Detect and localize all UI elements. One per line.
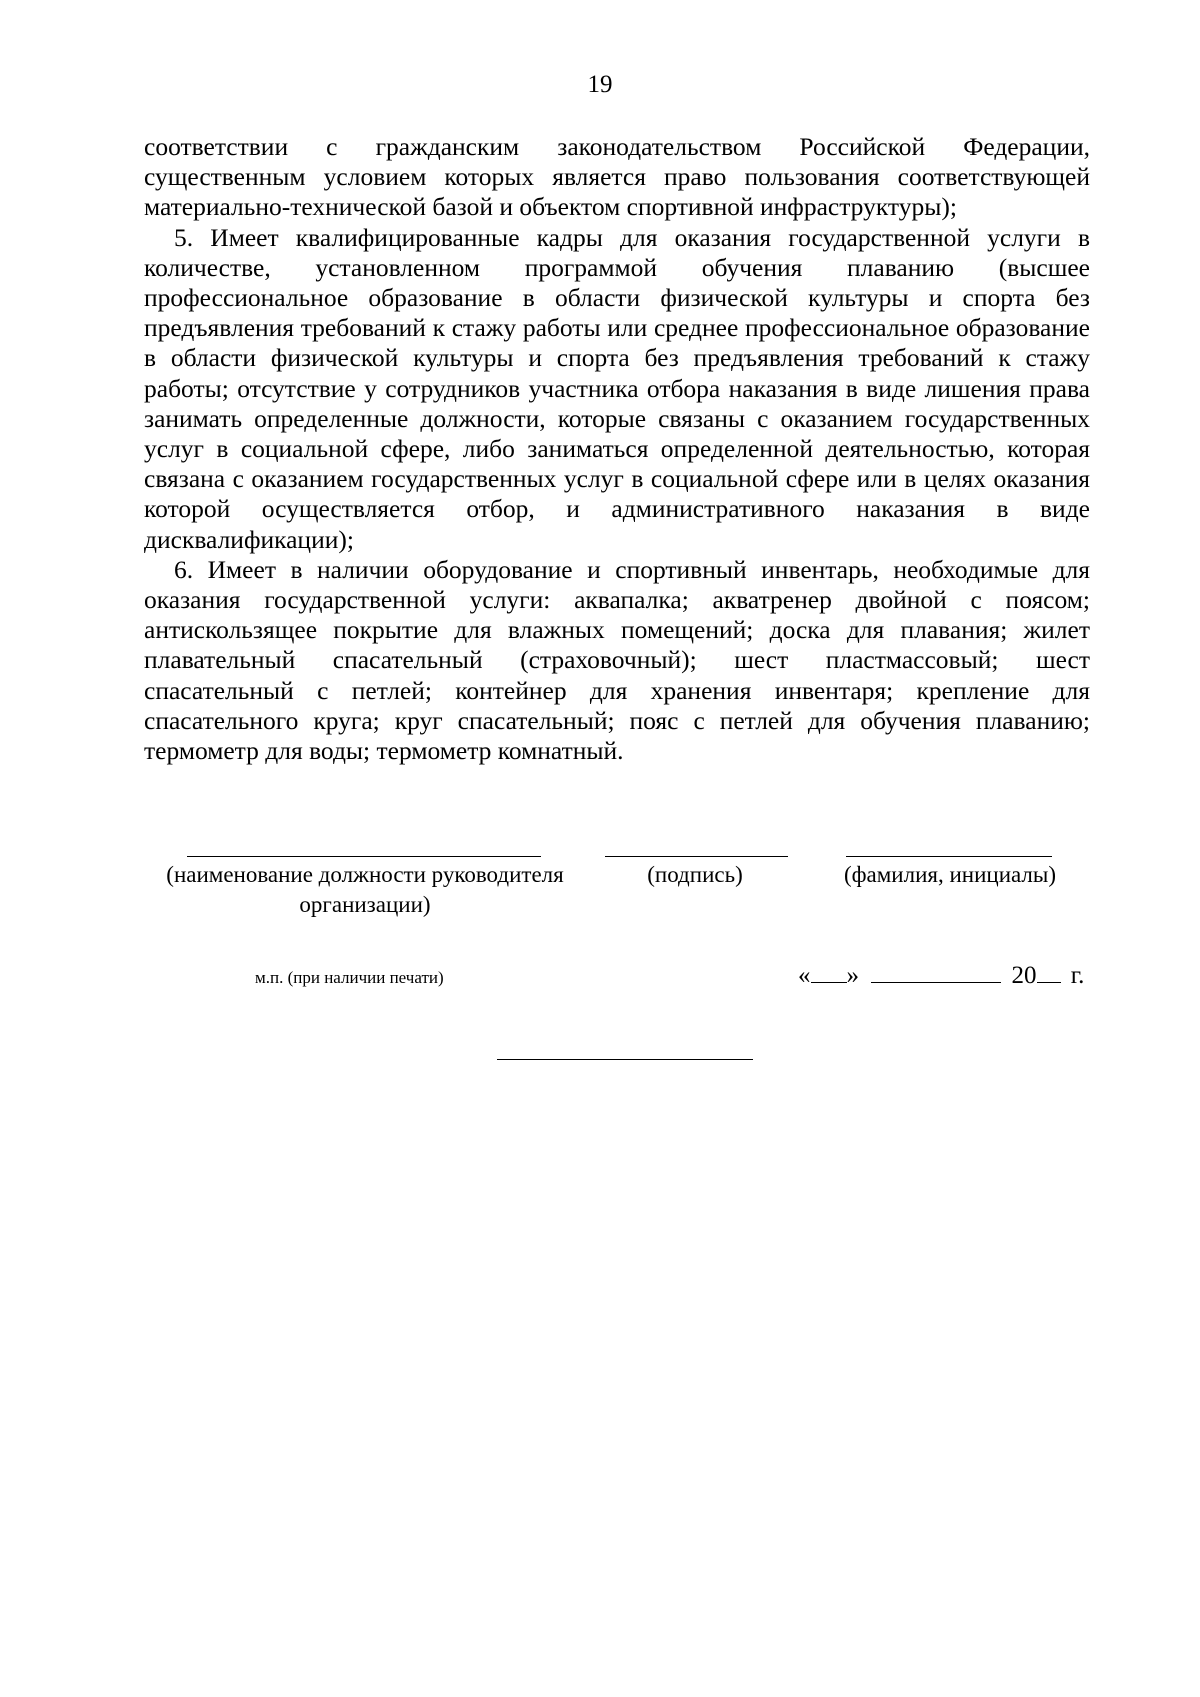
date-close-quote: » — [846, 962, 859, 989]
paragraph-item-6: 6. Имеет в наличии оборудование и спортивный инвентарь, необходимые для оказания государственной услуги: аквапалка; акватренер двойной с поясом; антискользящее покрытие для влажных помещений; доска для плавания; жилет плавательный спасательный (страховочный); шест пластмассовый; шест спасательный с петлей; контейнер для хранения инвентаря; крепление для спасательного круга; круг спасательный; пояс с петлей для обучения плаванию; термометр для воды; термометр комнатный. — [144, 554, 1090, 766]
name-signature-line — [846, 856, 1052, 857]
position-signature-line — [187, 856, 541, 857]
year-blank — [1037, 960, 1061, 983]
year-prefix: 20 — [1011, 962, 1037, 989]
document-end-line — [497, 1059, 753, 1060]
stamp-note: м.п. (при наличии печати) — [255, 968, 444, 987]
date-line — [798, 960, 1084, 992]
paragraph-item-5: 5. Имеет квалифицированные кадры для оказания государственной услуги в количестве, установленном программой обучения плаванию (высшее профессиональное образование в области физической культуры и спорта без предъявления требований к стажу работы или среднее профессиональное образование в области физической культуры и спорта без предъявления требований к стажу работы; отсутствие у сотрудников участника отбора наказания в виде лишения права занимать определенные должности, которые связаны с оказанием государственных услуг в социальной сфере, либо заниматься определенной деятельностью, которая связана с оказанием государственных услуг в социальной сфере или в целях оказания которой осуществляется отбор, и административного наказания в виде дисквалификации); — [144, 222, 1090, 554]
date-open-quote: « — [798, 962, 811, 989]
signature-line — [605, 856, 788, 857]
document-body — [144, 132, 1090, 766]
year-suffix: г. — [1070, 962, 1085, 989]
position-caption: (наименование должности руководителя организации) — [166, 862, 564, 917]
month-blank — [871, 960, 1001, 983]
day-blank — [811, 960, 847, 983]
name-caption: (фамилия, инициалы) — [843, 862, 1057, 887]
signature-caption: (подпись) — [647, 862, 743, 887]
paragraph-continuation: соответствии с гражданским законодательством Российской Федерации, существенным условием которых является право пользования соответствующей материально-технической базой и объектом спортивной инфраструктуры); — [144, 132, 1090, 222]
page-number: 19 — [587, 71, 613, 98]
